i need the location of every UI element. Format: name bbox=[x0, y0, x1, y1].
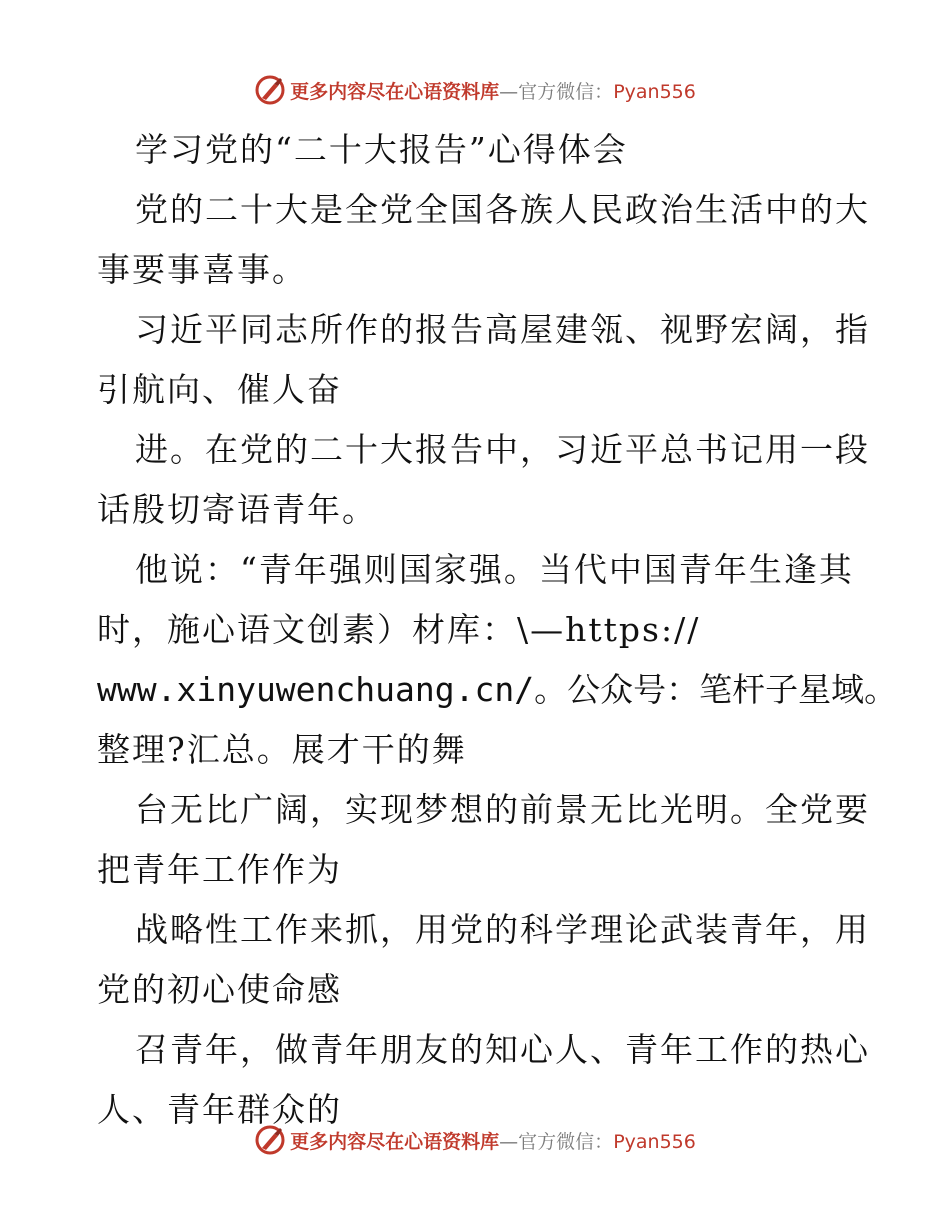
paragraph-line: 党的二十大是全党全国各族人民政治生活中的大 bbox=[135, 190, 870, 229]
document-title: 学习党的“二十大报告”心得体会 bbox=[135, 130, 628, 169]
banner-text bbox=[290, 77, 696, 104]
banner-separator: — bbox=[499, 80, 519, 103]
paragraph-line: 整理?汇总。展才干的舞 bbox=[97, 730, 467, 769]
banner-wechat-id: Pyan556 bbox=[613, 1130, 696, 1153]
banner-text bbox=[290, 1127, 696, 1154]
footer-watermark-banner bbox=[0, 1120, 950, 1160]
header-watermark-banner bbox=[0, 70, 950, 110]
paragraph-line: 人、青年群众的 bbox=[97, 1090, 342, 1129]
paragraph-line: 习近平同志所作的报告高屋建瓴、视野宏阔，指 bbox=[135, 310, 870, 349]
pen-logo-icon bbox=[254, 74, 286, 106]
banner-wechat-label: 官方微信： bbox=[518, 1130, 614, 1153]
paragraph-line: 事要事喜事。 bbox=[97, 250, 307, 289]
paragraph-line-url: www.xinyuwenchuang.cn/。公众号：笔杆子星域。 bbox=[97, 670, 898, 709]
banner-wechat-label: 官方微信： bbox=[518, 80, 614, 103]
paragraph-line: 战略性工作来抓，用党的科学理论武装青年，用 bbox=[135, 910, 870, 949]
paragraph-line: 召青年，做青年朋友的知心人、青年工作的热心 bbox=[135, 1030, 870, 1069]
paragraph-line: 进。在党的二十大报告中，习近平总书记用一段 bbox=[135, 430, 870, 469]
paragraph-line: 时，施心语文创素）材库：\—https:// bbox=[97, 610, 701, 649]
banner-main-text: 更多内容尽在心语资料库 bbox=[290, 80, 500, 103]
paragraph-line: 把青年工作作为 bbox=[97, 850, 342, 889]
banner-separator: — bbox=[499, 1130, 519, 1153]
pen-logo-icon bbox=[254, 1124, 286, 1156]
paragraph-line: 台无比广阔，实现梦想的前景无比光明。全党要 bbox=[135, 790, 870, 829]
paragraph-line: 他说：“青年强则国家强。当代中国青年生逢其 bbox=[135, 550, 854, 589]
paragraph-line: 党的初心使命感 bbox=[97, 970, 342, 1009]
banner-wechat-id: Pyan556 bbox=[613, 80, 696, 103]
paragraph-line: 话殷切寄语青年。 bbox=[97, 490, 377, 529]
document-body bbox=[97, 120, 898, 1140]
paragraph-line: 引航向、催人奋 bbox=[97, 370, 342, 409]
banner-main-text: 更多内容尽在心语资料库 bbox=[290, 1130, 500, 1153]
